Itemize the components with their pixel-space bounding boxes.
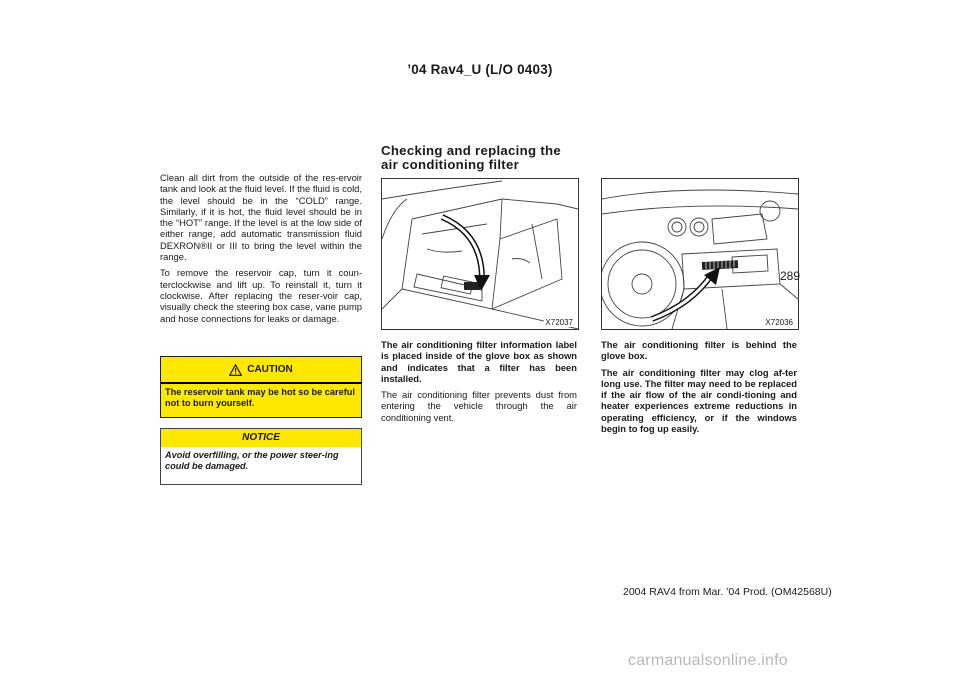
right-column [601,339,797,439]
figure-code: X72037 [545,318,573,327]
paragraph: The air conditioning filter is behind the glove box. [601,339,797,362]
caution-label: CAUTION [247,364,293,375]
middle-column [381,339,577,428]
caution-box [160,356,362,418]
figure-code: X72036 [765,318,793,327]
glove-box-drawing [382,179,578,329]
caution-header [161,357,361,382]
glove-box-illustration [381,178,579,330]
notice-text: Avoid overfilling, or the power steer-ing could be damaged. [165,450,339,471]
left-column [160,172,362,329]
dashboard-drawing [602,179,801,329]
page-header: ’04 Rav4_U (L/O 0403) [407,62,553,77]
notice-label: NOTICE [161,429,361,447]
page-number: 289 [780,269,801,283]
paragraph: The air conditioning filter prevents dust from entering the vehicle through the air conditioning vent. [381,389,577,423]
paragraph: The air conditioning filter may clog af-ter long use. The filter may need to be replaced if the air flow of the air condi-tioning and heater experiences extreme reductions in operating efficiency, or if the windows begin to fog up easily. [601,366,797,435]
paragraph: The air conditioning filter information label is placed inside of the glove box as shown and indicates that a filter has been installed. [381,339,577,384]
notice-box [160,428,362,485]
caution-text: The reservoir tank may be hot so be careful not to burn yourself. [161,384,361,417]
dashboard-illustration [601,178,799,330]
section-title: Checking and replacing the air conditioning filter [381,143,562,172]
warning-triangle-icon [229,364,242,376]
watermark-text: carmanualsonline.info [628,652,788,669]
page-footer: 2004 RAV4 from Mar. ’04 Prod. (OM42568U) [623,586,832,598]
paragraph: To remove the reservoir cap, turn it coun-terclockwise and lift up. To reinstall it, turn it clockwise. After replacing the reser-voir cap, visually check the steering box case, vane pump and hose connections for leaks or damage. [160,267,362,324]
paragraph: Clean all dirt from the outside of the res-ervoir tank and look at the fluid level. If the fluid is cold, the level should be in the “COLD” range. Similarly, if it is hot, the fluid level should be in the “HOT” range. If the level is at the low side of either range, add automatic transmission fluid DEXRON®II or III to bring the level within the range. [160,172,362,263]
